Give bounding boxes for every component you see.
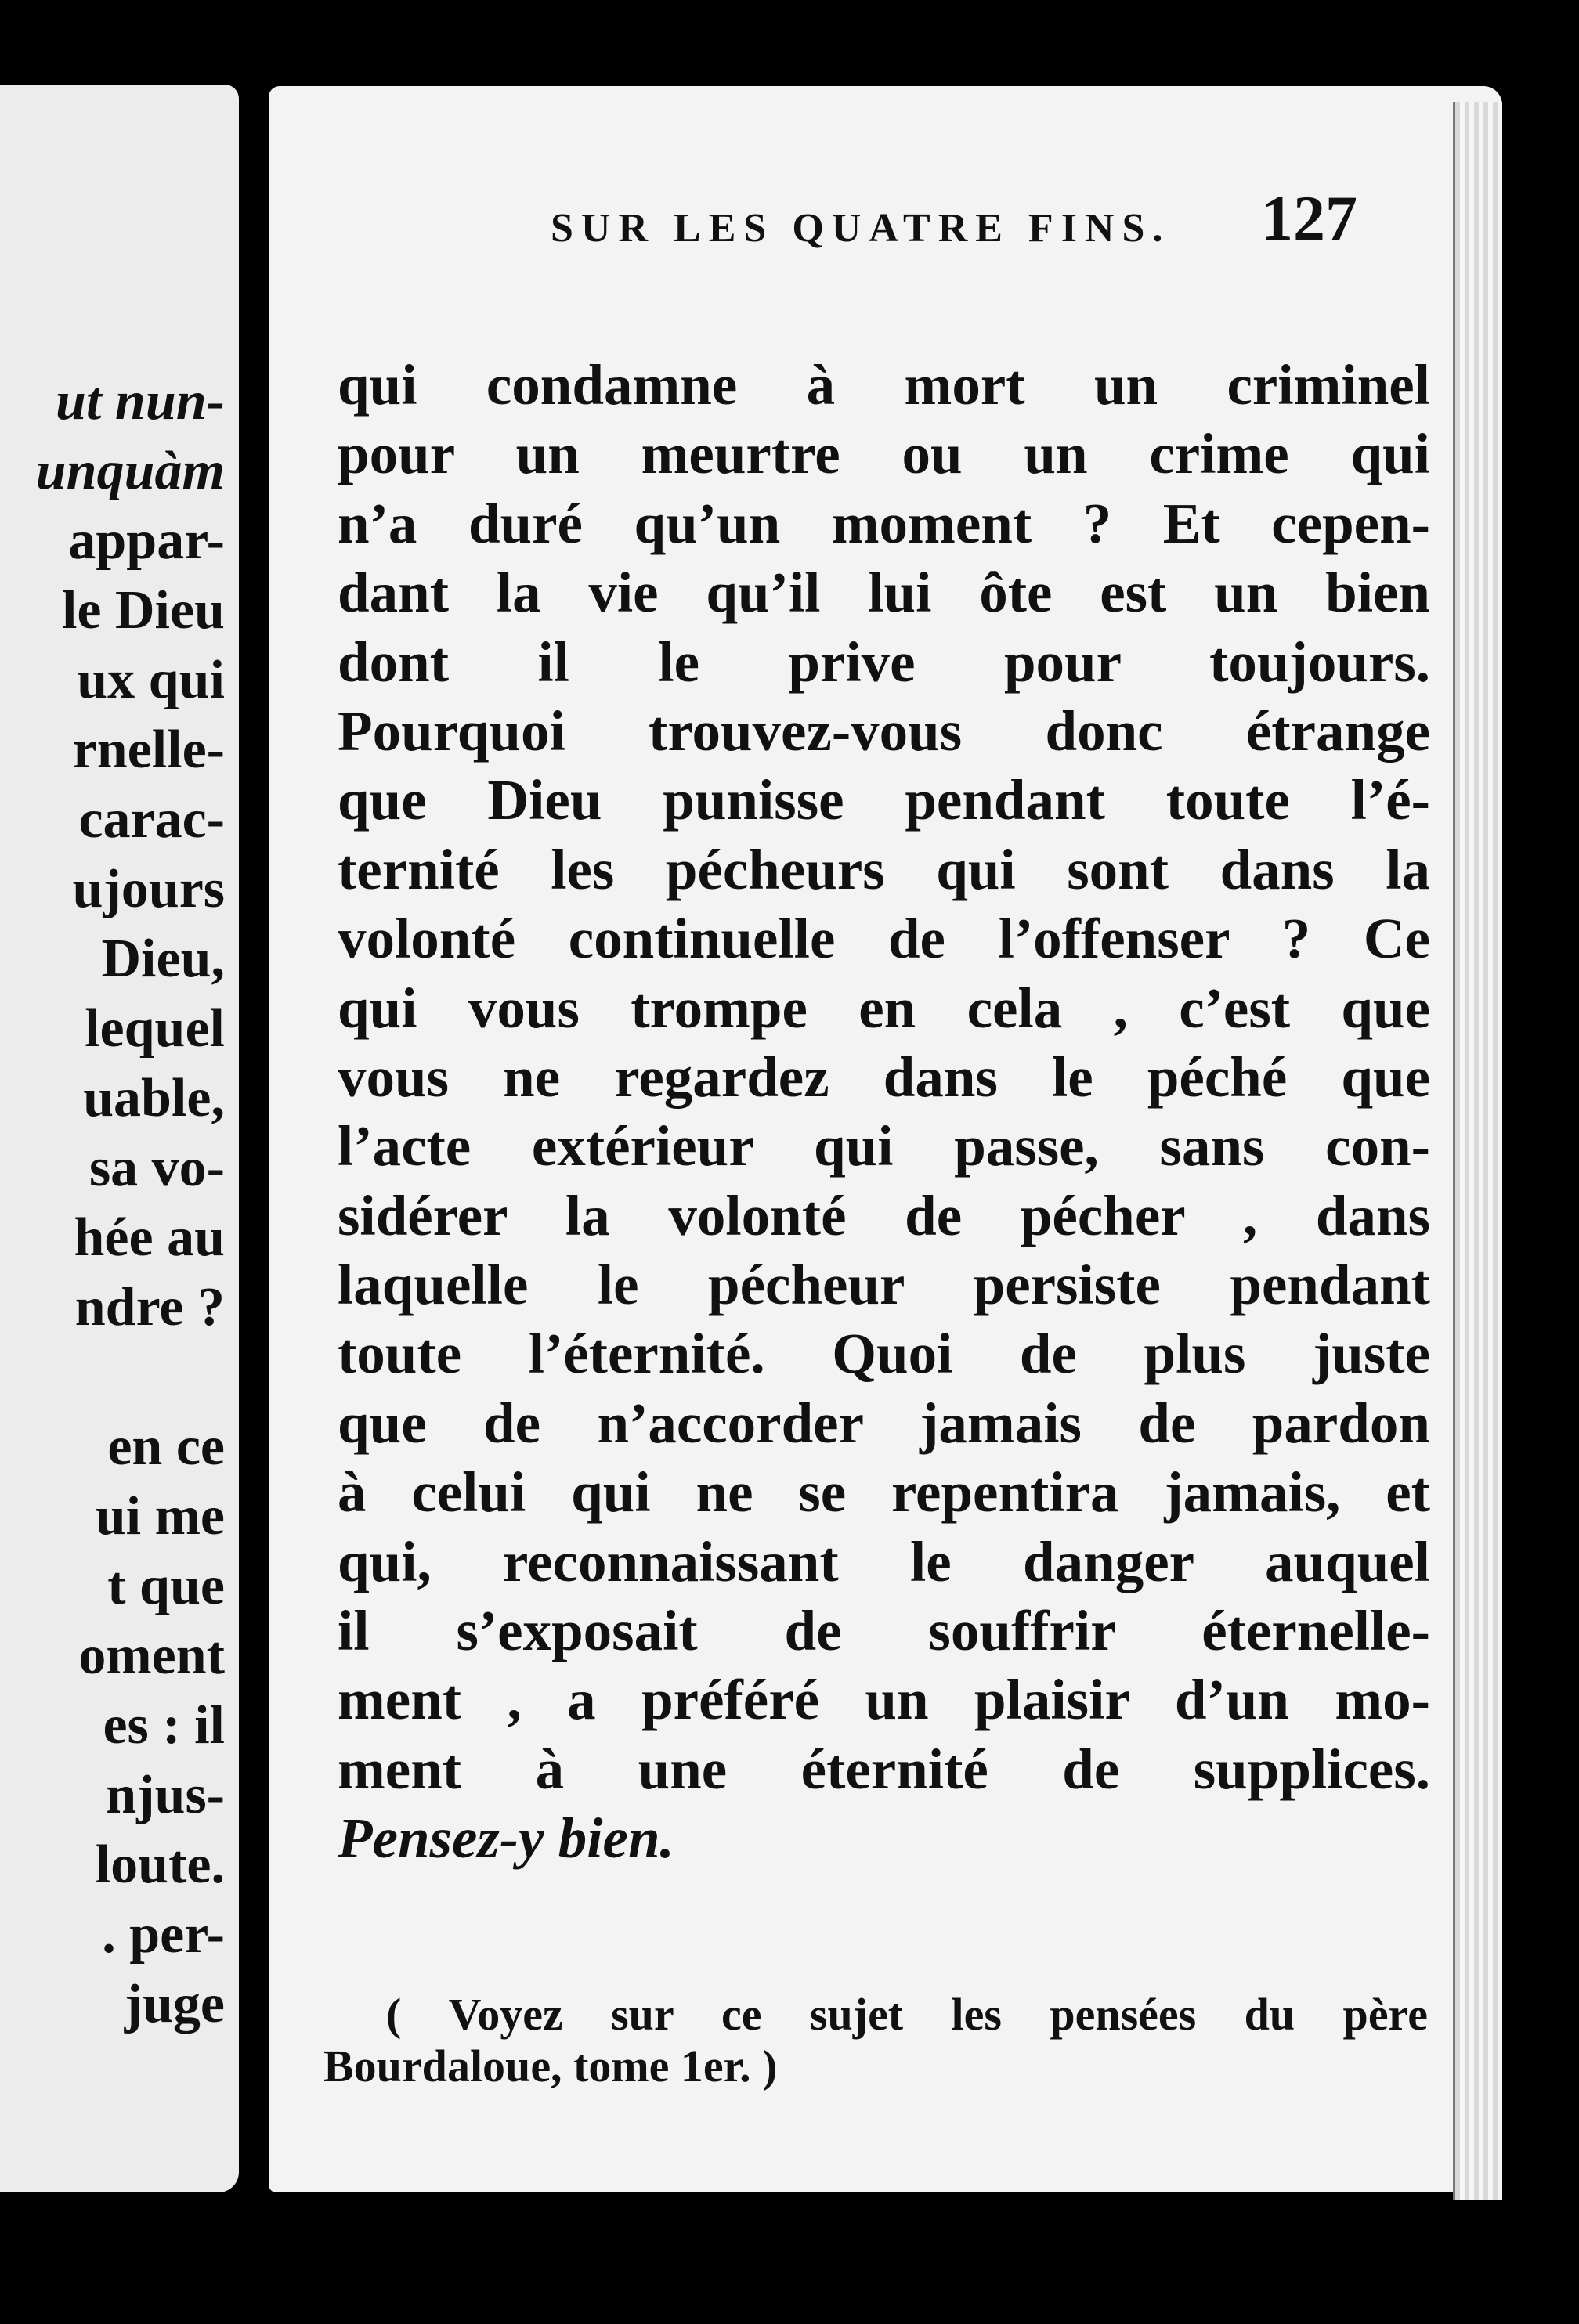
- text-line: dant la vie qu’il lui ôte est un bien: [338, 561, 1430, 625]
- text-line: sidérer la volonté de pécher , dans: [338, 1183, 1430, 1247]
- text-line: que Dieu punisse pendant toute l’é-: [338, 768, 1430, 832]
- text-line: laquelle le pécheur persiste pendant: [338, 1253, 1430, 1317]
- text-line: volonté continuelle de l’offenser ? Ce: [338, 907, 1430, 971]
- text-line: l’acte extérieur qui passe, sans con-: [338, 1114, 1430, 1178]
- left-page-line: njus-: [106, 1765, 225, 1825]
- footnote-line: ( Voyez sur ce sujet les pensées du père: [386, 1989, 1428, 2040]
- text-line: ternité les pécheurs qui sont dans la: [338, 837, 1430, 901]
- left-page-line: Dieu,: [101, 929, 225, 989]
- text-line: Pourquoi trouvez-vous donc étrange: [338, 698, 1430, 763]
- left-page-line: rnelle-: [72, 720, 225, 780]
- left-page-line: hée au: [74, 1207, 225, 1268]
- left-page-line: appar-: [68, 511, 225, 571]
- body-text: [338, 351, 1430, 1874]
- left-page-line: es : il: [103, 1695, 225, 1756]
- left-page-line: en ce: [107, 1416, 225, 1477]
- left-page: [0, 85, 239, 2192]
- left-page-line: juge: [124, 1974, 225, 2034]
- text-line: il s’exposait de souffrir éternelle-: [338, 1599, 1430, 1663]
- text-line: qui condamne à mort un criminel: [338, 353, 1430, 417]
- closing-italic-line: Pensez-y bien.: [338, 1806, 674, 1871]
- text-line: à celui qui ne se repentira jamais, et: [338, 1460, 1430, 1525]
- right-page: [269, 86, 1502, 2192]
- left-page-line: [0, 1342, 225, 1412]
- running-head: [269, 182, 1357, 260]
- page-number: 127: [1261, 182, 1357, 254]
- text-line: pour un meurtre ou un crime qui: [338, 422, 1430, 486]
- left-page-line: ndre ?: [74, 1277, 225, 1337]
- left-page-line: unquàm: [35, 441, 225, 501]
- text-line: ment à une éternité de supplices.: [338, 1737, 1430, 1801]
- left-page-text: [0, 366, 225, 2039]
- running-title: SUR LES QUATRE FINS.: [551, 206, 1171, 251]
- left-page-line: loute.: [95, 1835, 225, 1895]
- text-line: n’a duré qu’un moment ? Et cepen-: [338, 491, 1430, 555]
- text-line: qui vous trompe en cela , c’est que: [338, 976, 1430, 1040]
- footnote: [323, 1989, 1428, 2092]
- left-page-line: t que: [107, 1556, 225, 1616]
- left-page-line: sa vo-: [89, 1138, 225, 1198]
- text-line: toute l’éternité. Quoi de plus juste: [338, 1322, 1430, 1386]
- left-page-line: ujours: [72, 859, 225, 919]
- page-edge: [1453, 102, 1502, 2200]
- book-gutter: [239, 85, 269, 2199]
- left-page-line: oment: [78, 1626, 225, 1686]
- text-line: vous ne regardez dans le péché que: [338, 1045, 1430, 1109]
- text-line: ment , a préféré un plaisir d’un mo-: [338, 1668, 1430, 1732]
- left-page-line: lequel: [85, 998, 225, 1059]
- left-page-line: carac-: [78, 789, 225, 850]
- text-line: dont il le prive pour toujours.: [338, 630, 1430, 694]
- left-page-line: uable,: [83, 1068, 225, 1128]
- left-page-line: le Dieu: [61, 580, 225, 641]
- text-line: que de n’accorder jamais de pardon: [338, 1391, 1430, 1455]
- left-page-line: ui me: [95, 1486, 225, 1546]
- text-line: qui, reconnaissant le danger auquel: [338, 1529, 1430, 1593]
- left-page-line: . per-: [102, 1904, 225, 1965]
- left-page-line: ux qui: [77, 650, 225, 710]
- left-page-line: ut nun-: [56, 371, 225, 431]
- footnote-line: Bourdaloue, tome 1er. ): [323, 2041, 778, 2091]
